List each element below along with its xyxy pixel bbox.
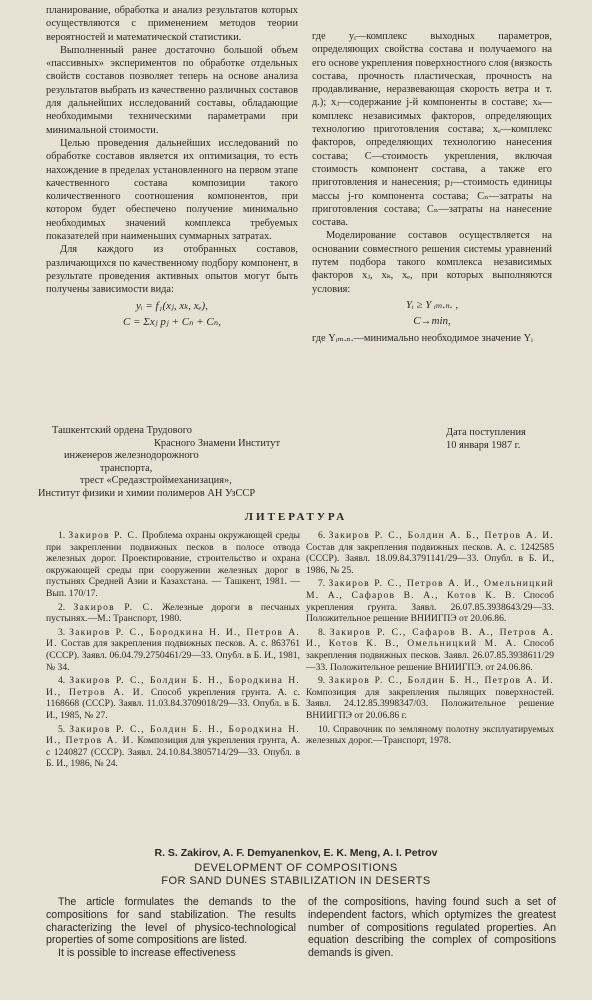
affiliation-line: Красного Знамени Институт [153,437,281,449]
affiliation-line: трест «Средазстроймеханизация», [80,475,232,487]
english-title [0,862,592,888]
paragraph: планирование, обработка и анализ результатов которых осуществляются с применением методов теории вероятностей и математической статистики. [46,5,298,43]
reference-item: 4. Закиров Р. С., Болдин Б. Н., Бородкина Н. И., Петров А. И. Способ укрепления грунта. А. с. 1168668 (СССР). Заявл. 11.03.84.3709018/29—33. Опубл. в Б. И., 1985, № 27. [46,675,300,721]
paragraph: Моделирование составов осуществляется на основании совместного решения системы уравнений путем подбора такого комплекса независимых факторов xⱼ, xₖ, xₑ, при которых выполняются условия: [312,230,552,295]
paragraph: Целью проведения дальнейших исследований по обработке составов является их оптимизация, то есть нахождение в пределах установленного на первом этапе качественного состава композиции такого количественного соотношения компонентов, при котором будет обеспечено получение минимально необходимых значений комплекса требуемых показателей при наименьших суммарных затратах. [46,137,298,243]
affiliation-line: Ташкентский ордена Трудового [52,425,192,436]
reference-item: 7. Закиров Р. С., Петров А. И., Омельницкий М. А., Сафаров В. А., Котов К. В. Способ укрепления грунта. Заявл. 26.07.85.3938643/29—33. Положительное решение ВНИИГПЭ от 20.06.86. [306,578,555,625]
english-title-line: DEVELOPMENT OF COMPOSITIONS [194,862,398,874]
english-authors: R. S. Zakirov, A. F. Demyanenkov, E. K. Meng, A. I. Petrov [154,847,438,859]
formula-cost: C = Σxⱼ pⱼ + Cₙ + Cₙ, [123,315,221,328]
reference-item: 1. Закиров Р. С. Проблема охраны окружающей среды при закреплении подвижных песков в полосе отвода железных дорог. Проектирование, строительство и охрана окружающей среды при сооружении железных дорог в пустынях Средней Азии и Казахстана. — Ташкент, 1981. — Вып. 170/17. [46,530,301,599]
received-date [446,427,566,452]
condition-yi: Yᵢ ≥ Y ᵢₘ.ₙ. , [405,298,459,311]
received-label: Дата поступления [446,427,526,438]
reference-item: 2. Закиров Р. С. Железные дороги в песчаных пустынях.—М.: Транспорт, 1980. [46,601,300,625]
abstract-paragraph: It is possible to increase effectiveness [58,947,236,960]
paragraph: Для каждого из отобранных составов, различающихся по качественному подбору компонент, в результате проведения активных опытов могут быть получены зависимости вида: [46,244,298,296]
english-abstract-right [308,896,556,960]
reference-item: 8. Закиров Р. С., Сафаров В. А., Петров А. И., Котов К. В., Омельницкий М. А. Способ закрепления подвижных песков. Заявл. 26.07.85.3938611/29—33. Положительное решение ВНИИГПЭ. от 24.06.86. [306,626,554,673]
reference-item: 3. Закиров Р. С., Бородкина Н. И., Петров А. И. Состав для закрепления подвижных песков. А. с. 863761 (СССР). Заявл. 06.04.79.2750461/29—33. Опубл. в Б. И., 1981, № 34. [46,626,300,673]
references-right [306,530,554,749]
references-heading: ЛИТЕРАТУРА [244,511,348,523]
paragraph: где Yᵢₘ.ₙ.—минимально необходимое значение Yᵢ [312,332,533,344]
affiliation-line: транспорта, [100,462,153,474]
affiliation-line: Институт физики и химии полимеров АН УзССР [38,487,256,499]
affiliation [38,425,382,501]
right-text-column [312,30,552,345]
references-left [46,530,300,772]
formula-yi: yᵢ = f₁(xⱼ, xₖ, xₑ), [136,299,208,312]
affiliation-line: инженеров железнодорожного [64,450,199,462]
received-value: 10 января 1987 г. [446,439,521,451]
left-text-column [46,4,298,332]
abstract-paragraph: The article formulates the demands to the compositions for sand stabilization. The results characterizing the level of physico-technological properties of some compositions are listed. [46,896,296,947]
paragraph: Выполненный ранее достаточно большой объем «пассивных» экспериментов по обработке отдельных свойств составов позволяет теперь на основе анализа результатов выбрать из качественно различных составов для дальнейших исследований составы, обладающие необходимыми техническими параметрами при минимальной стоимости. [46,44,298,136]
abstract-paragraph: of the compositions, having found such a set of independent factors, which optymizes the greatest number of compositions regulated properties. An equation describing the complex of compositions demands is given. [308,896,556,960]
reference-item: 10. Справочник по земляному полотну эксплуатируемых железных дорог.—Транспорт, 1978. [306,723,554,747]
english-title-line: FOR SAND DUNES STABILIZATION IN DESERTS [161,875,431,887]
reference-item: 6. Закиров Р. С., Болдин А. Б., Петров А. И. Состав для закрепления подвижных песков. А. с. 1242585 (СССР). Заявл. 18.09.84.3791141/29—33. Опубл. в Б. И., 1986, № 25. [306,530,554,576]
english-abstract-left [46,896,296,960]
condition-cmin: C→min, [413,315,451,328]
reference-item: 9. Закиров Р. С., Болдин Б. Н., Петров А. И. Композиция для закрепления пылящих поверхностей. Заявл. 24.12.85.3998347/03. Положительное решение ВНИИГПЭ от 20.06.86 г. [306,675,554,721]
reference-item: 5. Закиров Р. С., Болдин Б. Н., Бородкина Н. И., Петров А. И. Композиция для укрепления грунта, А. с 1240827 (СССР). Заявл. 24.10.84.3805714/29—33. Опубл. в Б. И., 1986, № 24. [46,723,300,770]
paragraph: где yᵢ—комплекс выходных параметров, определяющих свойства состава и получаемого на его основе укрепления поверхностного слоя (вязкость состава, прочность пластическая, прочность на продавливание, неразвевающая скорость ветра и т. д.); xⱼ—содержание j-й компоненты в составе; xₖ—комплекс независимых факторов, определяющих технологию приготовления состава; xₑ—комплекс факторов, определяющих технологию нанесения состава; C—стоимость укрепления, включая стоимость компонент состава, а также его приготовления и нанесения; pⱼ—стоимость единицы массы j-го компонента состава; Cₙ—затраты на приготовления состава; Cₙ—затраты на нанесение состава. [312,31,552,229]
